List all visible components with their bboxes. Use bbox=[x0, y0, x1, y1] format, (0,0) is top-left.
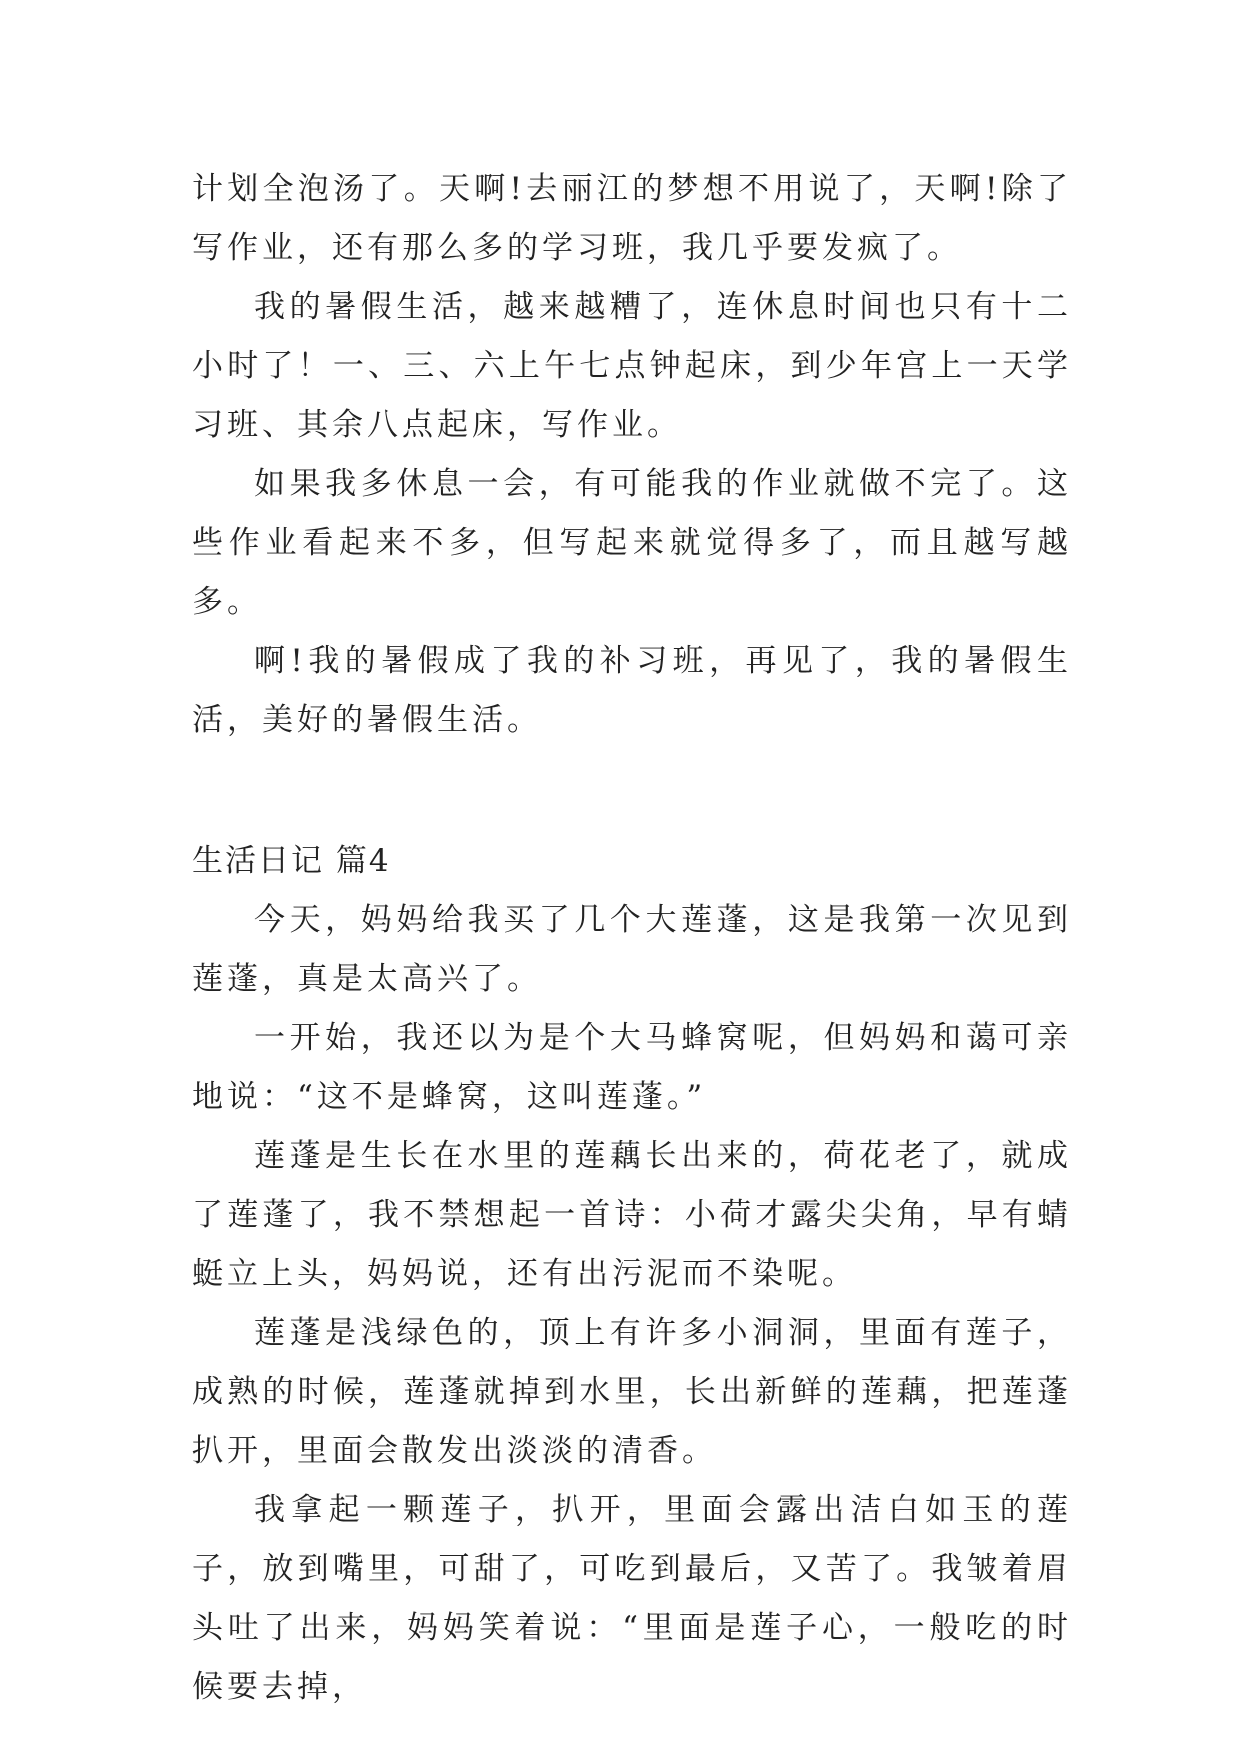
paragraph: 莲蓬是生长在水里的莲藕长出来的，荷花老了，就成了莲蓬了，我不禁想起一首诗：小荷才露尖尖角，早有蜻蜓立上头，妈妈说，还有出污泥而不染呢。 bbox=[192, 1138, 1072, 1292]
paragraph: 我拿起一颗莲子，扒开，里面会露出洁白如玉的莲子，放到嘴里，可甜了，可吃到最后，又苦了。我皱着眉头吐了出来，妈妈笑着说：“里面是莲子心，一般吃的时候要去掉， bbox=[192, 1492, 1072, 1705]
section-title: 生活日记 篇4 bbox=[192, 843, 391, 879]
paragraph: 计划全泡汤了。天啊!去丽江的梦想不用说了，天啊!除了写作业，还有那么多的学习班，我几乎要发疯了。 bbox=[192, 171, 1072, 266]
paragraph: 莲蓬是浅绿色的，顶上有许多小洞洞，里面有莲子，成熟的时候，莲蓬就掉到水里，长出新鲜的莲藕，把莲蓬扒开，里面会散发出淡淡的清香。 bbox=[192, 1315, 1072, 1469]
paragraph: 今天，妈妈给我买了几个大莲蓬，这是我第一次见到莲蓬，真是太高兴了。 bbox=[192, 902, 1072, 997]
document-page bbox=[192, 160, 1072, 1717]
paragraph: 如果我多休息一会，有可能我的作业就做不完了。这些作业看起来不多，但写起来就觉得多了，而且越写越多。 bbox=[192, 466, 1072, 620]
paragraph: 啊!我的暑假成了我的补习班，再见了，我的暑假生活，美好的暑假生活。 bbox=[192, 643, 1072, 738]
paragraph: 我的暑假生活，越来越糟了，连休息时间也只有十二小时了！一、三、六上午七点钟起床，到少年宫上一天学习班、其余八点起床，写作业。 bbox=[192, 289, 1072, 443]
paragraph: 一开始，我还以为是个大马蜂窝呢，但妈妈和蔼可亲地说：“这不是蜂窝，这叫莲蓬。” bbox=[192, 1020, 1072, 1115]
